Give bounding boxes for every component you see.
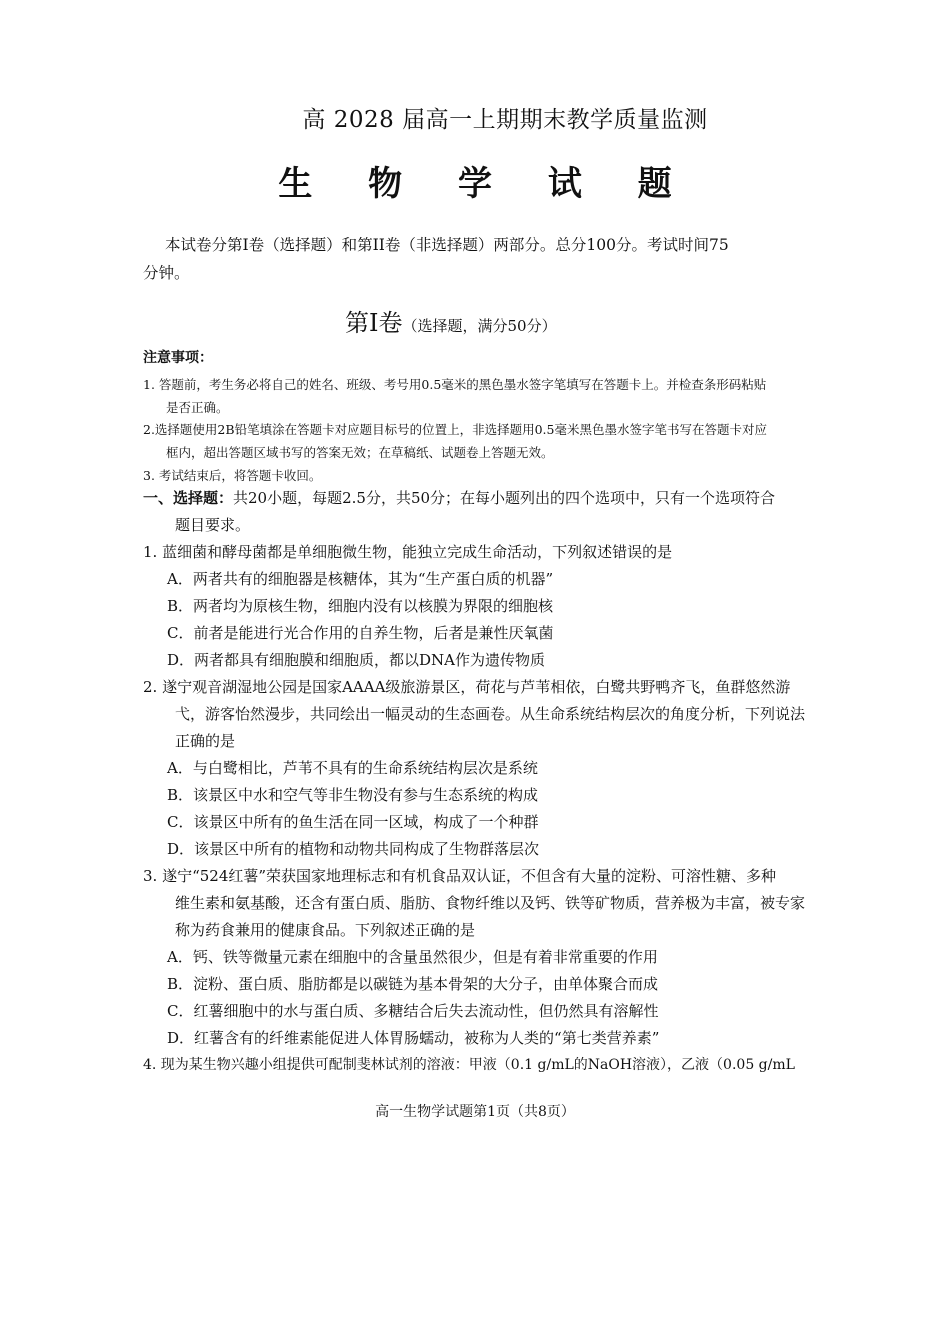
- notice-item-1: 1. 答题前，考生务必将自己的姓名、班级、考号用0.5毫米的黑色墨水签字笔填写在答题卡上。并检查条形码粘贴: [143, 377, 767, 392]
- question-3-stem-cont-1: 维生素和氨基酸，还含有蛋白质、脂肪、食物纤维以及钙、铁等矿物质，营养极为丰富，被专家: [175, 894, 806, 912]
- notice-title: 注意事项：: [143, 350, 213, 366]
- part1-title: 第Ⅰ卷: [345, 309, 403, 337]
- page-footer: 高一生物学试题第1页（共8页）: [375, 1104, 575, 1120]
- intro-line-1: 本试卷分第Ⅰ卷（选择题）和第II卷（非选择题）两部分。总分100分。考试时间75: [165, 236, 729, 254]
- part1-heading: [345, 303, 557, 338]
- question-1-stem: 1. 蓝细菌和酵母菌都是单细胞微生物，能独立完成生命活动，下列叙述错误的是: [143, 543, 673, 561]
- question-1-option-b: B．两者均为原核生物，细胞内没有以核膜为界限的细胞核: [167, 597, 554, 615]
- question-2-option-d: D．该景区中所有的植物和动物共同构成了生物群落层次: [167, 840, 540, 858]
- question-2-option-b: B．该景区中水和空气等非生物没有参与生态系统的构成: [167, 786, 539, 804]
- section1-heading: [143, 487, 775, 508]
- question-3-option-d: D．红薯含有的纤维素能促进人体胃肠蠕动，被称为人类的“第七类营养素”: [167, 1029, 660, 1047]
- question-2-stem-cont-2: 正确的是: [175, 732, 236, 750]
- question-3-option-a: A．钙、铁等微量元素在细胞中的含量虽然很少，但是有着非常重要的作用: [167, 948, 658, 966]
- notice-item-3: 3. 考试结束后，将答题卡收回。: [143, 468, 322, 483]
- question-3-stem-cont-2: 称为药食兼用的健康食品。下列叙述正确的是: [175, 921, 476, 939]
- notice-item-2: 2.选择题使用2B铅笔填涂在答题卡对应题目标号的位置上，非选择题用0.5毫米黑色墨水签字笔书写在答题卡对应: [143, 422, 767, 437]
- section1-label: 一、选择题：: [143, 489, 234, 507]
- question-4-stem: 4. 现为某生物兴趣小组提供可配制斐林试剂的溶液：甲液（0.1 g/mL的NaOH溶液），乙液（0.05 g/mL: [143, 1057, 795, 1073]
- question-1-option-c: C．前者是能进行光合作用的自养生物，后者是兼性厌氧菌: [167, 624, 554, 642]
- question-2-stem-cont-1: 弋，游客怡然漫步，共同绘出一幅灵动的生态画卷。从生命系统结构层次的角度分析，下列说法: [175, 705, 806, 723]
- question-2-stem: 2. 遂宁观音湖湿地公园是国家AAAA级旅游景区，荷花与芦苇相依，白鹭共野鸭齐飞，鱼群悠然游: [143, 678, 791, 696]
- exam-title: 高 2028 届高一上期期末教学质量监测: [302, 107, 708, 133]
- part1-note: （选择题，满分50分）: [402, 317, 557, 335]
- intro-line-2: 分钟。: [143, 264, 190, 282]
- question-3-option-c: C．红薯细胞中的水与蛋白质、多糖结合后失去流动性，但仍然具有溶解性: [167, 1002, 659, 1020]
- question-1-option-a: A．两者共有的细胞器是核糖体，其为“生产蛋白质的机器”: [167, 570, 554, 588]
- section1-desc-cont: 题目要求。: [175, 516, 251, 534]
- question-2-option-a: A．与白鹭相比，芦苇不具有的生命系统结构层次是系统: [167, 759, 538, 777]
- notice-item-1-cont: 是否正确。: [166, 400, 229, 415]
- question-3-stem: 3. 遂宁“524红薯”荣获国家地理标志和有机食品双认证，不但含有大量的淀粉、可溶性糖、多种: [143, 867, 777, 885]
- subject-title: 生 物 学 试 题: [278, 164, 694, 204]
- question-2-option-c: C．该景区中所有的鱼生活在同一区域，构成了一个种群: [167, 813, 539, 831]
- question-3-option-b: B．淀粉、蛋白质、脂肪都是以碳链为基本骨架的大分子，由单体聚合而成: [167, 975, 659, 993]
- notice-item-2-cont: 框内，超出答题区域书写的答案无效；在草稿纸、试题卷上答题无效。: [166, 445, 554, 460]
- section1-desc: 共20小题，每题2.5分，共50分；在每小题列出的四个选项中，只有一个选项符合: [233, 489, 776, 507]
- question-1-option-d: D．两者都具有细胞膜和细胞质，都以DNA作为遗传物质: [167, 651, 546, 669]
